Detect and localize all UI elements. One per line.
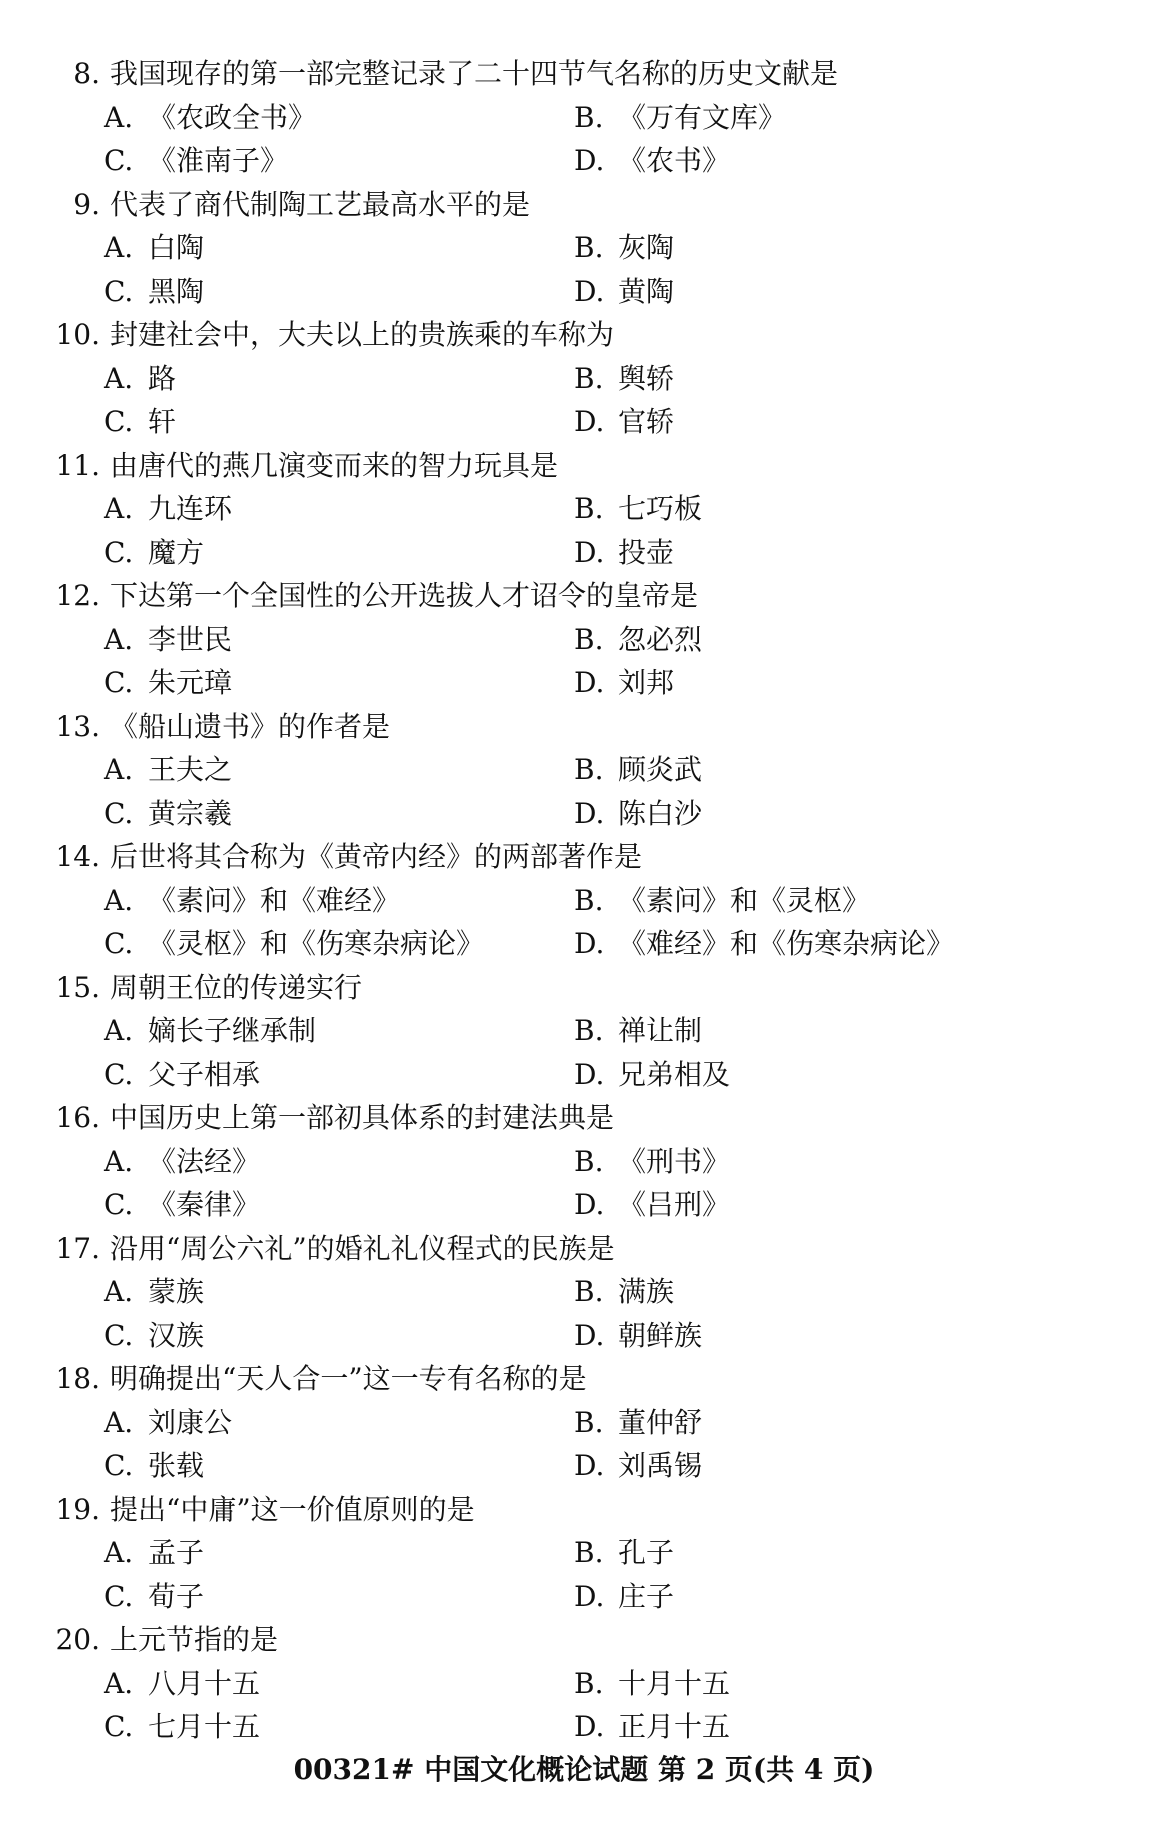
answer-option [104,1401,574,1445]
option-label: D. [574,1449,605,1482]
option-text: 八月十五 [148,1666,261,1700]
option-text: 陈白沙 [618,796,703,830]
question-number: 20. [55,1623,100,1656]
option-text: 刘邦 [618,666,675,699]
option-row [42,1401,1122,1445]
question-item [42,52,1122,183]
option-text: 《农书》 [618,144,731,177]
option-label: B. [574,1144,604,1178]
answer-option [574,922,1044,966]
question-text: 下达第一个全国性的公开选拔人才诏令的皇帝是 [110,579,699,612]
question-number: 18. [55,1362,100,1395]
answer-option [104,1140,574,1184]
question-item [42,313,1122,444]
answer-option [104,792,574,836]
option-label: C. [104,1188,134,1221]
option-text: 荀子 [148,1579,205,1613]
answer-option [104,357,574,401]
option-text: 汉族 [148,1318,205,1352]
option-label: D. [574,666,605,699]
answer-option [104,922,574,966]
question-list [42,52,1122,1749]
answer-option [574,96,1044,140]
question-item [42,966,1122,1097]
answer-option [574,618,1044,662]
option-label: C. [104,1710,134,1743]
question-number: 15. [55,970,100,1004]
answer-option [574,1444,1044,1488]
question-item [42,705,1122,836]
option-label: D. [574,927,605,960]
option-text: 《难经》和《伤寒杂病论》 [618,927,955,960]
answer-option [574,1705,1044,1749]
answer-option [104,1531,574,1575]
option-label: C. [104,1449,134,1482]
option-label: A. [104,100,134,134]
option-label: A. [104,1666,134,1700]
option-text: 轩 [148,405,177,438]
option-row [42,1009,1122,1053]
option-label: A. [104,883,134,917]
answer-option [574,139,1044,183]
question-item [42,835,1122,966]
option-text: 路 [148,361,177,395]
answer-option [104,1270,574,1314]
question-stem [42,1096,1122,1140]
option-text: 张载 [148,1449,205,1482]
option-label: C. [104,666,134,699]
option-row [42,1662,1122,1706]
option-text: 官轿 [618,405,675,438]
question-item [42,1357,1122,1488]
question-item [42,1618,1122,1749]
question-text: 中国历史上第一部初具体系的封建法典是 [110,1101,615,1134]
answer-option [104,1009,574,1053]
answer-option [574,531,1044,575]
question-text: 《船山遗书》的作者是 [110,709,391,743]
answer-option [104,1183,574,1227]
question-stem [42,966,1122,1010]
option-text: 董仲舒 [618,1405,703,1439]
question-stem [42,444,1122,488]
answer-option [104,400,574,444]
answer-option [574,1531,1044,1575]
option-row [42,270,1122,314]
question-stem [42,183,1122,227]
answer-option [574,1314,1044,1358]
option-row [42,531,1122,575]
option-row [42,1053,1122,1097]
option-row [42,879,1122,923]
answer-option [574,1662,1044,1706]
question-number: 16. [55,1101,100,1134]
question-number: 17. [55,1231,100,1265]
option-row [42,400,1122,444]
option-label: A. [104,622,134,656]
option-label: D. [574,796,605,830]
option-label: A. [104,753,134,786]
answer-option [104,139,574,183]
question-stem [42,1488,1122,1532]
question-stem [42,835,1122,879]
question-text: 沿用“周公六礼”的婚礼礼仪程式的民族是 [110,1231,615,1265]
option-text: 《素问》和《灵枢》 [618,883,871,917]
option-label: C. [104,535,134,569]
page-footer: 00321# 中国文化概论试题 第 2 页(共 4 页) [293,1753,875,1786]
option-row [42,226,1122,270]
answer-option [104,1444,574,1488]
option-text: 七巧板 [618,492,703,525]
question-number: 13. [55,709,100,743]
option-label: C. [104,796,134,830]
answer-option [574,1575,1044,1619]
option-text: 王夫之 [148,753,233,786]
option-text: 舆轿 [618,361,675,395]
option-text: 嫡长子继承制 [148,1014,317,1047]
option-label: C. [104,927,134,960]
question-number: 8. [73,57,100,90]
answer-option [104,618,574,662]
option-label: D. [574,405,605,438]
option-text: 白陶 [148,231,205,264]
question-item [42,183,1122,314]
option-text: 禅让制 [618,1014,703,1047]
option-text: 父子相承 [148,1057,261,1091]
option-text: 李世民 [148,622,233,656]
option-row [42,1575,1122,1619]
answer-option [574,226,1044,270]
option-row [42,1314,1122,1358]
question-stem [42,705,1122,749]
question-stem [42,1618,1122,1662]
option-row [42,357,1122,401]
option-row [42,139,1122,183]
option-label: D. [574,535,605,569]
option-label: C. [104,1057,134,1091]
option-text: 七月十五 [148,1710,261,1743]
question-number: 9. [73,187,100,221]
option-label: A. [104,1405,134,1439]
option-row [42,1270,1122,1314]
option-text: 庄子 [618,1579,675,1613]
option-label: A. [104,1536,134,1569]
answer-option [104,661,574,705]
answer-option [574,270,1044,314]
option-text: 孟子 [148,1536,205,1569]
answer-option [574,487,1044,531]
option-label: B. [574,1275,604,1308]
question-stem [42,52,1122,96]
question-number: 19. [55,1492,100,1526]
option-text: 兄弟相及 [618,1057,731,1091]
question-text: 后世将其合称为《黄帝内经》的两部著作是 [110,840,643,873]
question-text: 封建社会中，大夫以上的贵族乘的车称为 [110,318,615,351]
option-label: D. [574,1579,605,1613]
option-text: 孔子 [618,1536,675,1569]
option-text: 魔方 [148,535,205,569]
answer-option [574,879,1044,923]
option-text: 蒙族 [148,1275,205,1308]
option-label: D. [574,274,605,308]
option-row [42,618,1122,662]
option-text: 十月十五 [618,1666,731,1700]
answer-option [574,1183,1044,1227]
question-item [42,1227,1122,1358]
answer-option [574,661,1044,705]
option-text: 忽必烈 [618,622,703,656]
option-label: A. [104,231,134,264]
option-label: C. [104,144,134,177]
option-label: C. [104,1579,134,1613]
question-stem [42,313,1122,357]
option-text: 《刑书》 [618,1144,731,1178]
option-row [42,922,1122,966]
option-text: 《灵枢》和《伤寒杂病论》 [148,927,485,960]
answer-option [574,1270,1044,1314]
answer-option [574,1053,1044,1097]
answer-option [104,487,574,531]
option-row [42,1531,1122,1575]
answer-option [104,226,574,270]
question-number: 12. [55,579,100,612]
option-label: B. [574,753,604,786]
option-text: 《吕刑》 [618,1188,731,1221]
option-text: 《万有文库》 [618,100,787,134]
option-label: B. [574,231,604,264]
option-label: B. [574,883,604,917]
option-label: B. [574,1666,604,1700]
question-stem [42,1227,1122,1271]
option-row [42,661,1122,705]
answer-option [104,1705,574,1749]
question-text: 提出“中庸”这一价值原则的是 [110,1492,475,1526]
question-stem [42,1357,1122,1401]
option-label: B. [574,361,604,395]
option-label: B. [574,492,604,525]
option-label: C. [104,1318,134,1352]
question-stem [42,574,1122,618]
option-label: A. [104,1014,134,1047]
answer-option [104,1662,574,1706]
option-label: D. [574,1057,605,1091]
answer-option [104,748,574,792]
option-row [42,1444,1122,1488]
answer-option [104,1314,574,1358]
question-number: 10. [55,318,100,351]
answer-option [574,1140,1044,1184]
option-text: 朝鲜族 [618,1318,703,1352]
option-text: 顾炎武 [618,753,703,786]
option-text: 《法经》 [148,1144,261,1178]
answer-option [104,1053,574,1097]
question-number: 14. [55,840,100,873]
option-row [42,96,1122,140]
option-label: A. [104,1144,134,1178]
option-text: 投壶 [618,535,675,569]
option-label: B. [574,1536,604,1569]
option-label: D. [574,1188,605,1221]
option-text: 正月十五 [618,1710,731,1743]
option-text: 《农政全书》 [148,100,317,134]
option-row [42,792,1122,836]
question-text: 明确提出“天人合一”这一专有名称的是 [110,1362,587,1395]
question-item [42,1488,1122,1619]
question-text: 代表了商代制陶工艺最高水平的是 [110,187,531,221]
option-text: 灰陶 [618,231,675,264]
question-number: 11. [55,448,100,482]
option-text: 黄陶 [618,274,675,308]
answer-option [104,531,574,575]
answer-option [574,1009,1044,1053]
question-item [42,444,1122,575]
question-item [42,574,1122,705]
option-text: 刘禹锡 [618,1449,703,1482]
option-text: 《淮南子》 [148,144,289,177]
question-item [42,1096,1122,1227]
option-row [42,1705,1122,1749]
option-label: B. [574,1405,604,1439]
option-label: C. [104,405,134,438]
answer-option [574,357,1044,401]
question-text: 由唐代的燕几演变而来的智力玩具是 [110,448,559,482]
option-row [42,487,1122,531]
option-text: 朱元璋 [148,666,233,699]
option-text: 黄宗羲 [148,796,233,830]
option-label: A. [104,361,134,395]
answer-option [574,400,1044,444]
question-text: 周朝王位的传递实行 [110,970,363,1004]
option-row [42,1140,1122,1184]
question-text: 上元节指的是 [110,1623,279,1656]
option-label: B. [574,1014,604,1047]
option-label: A. [104,1275,134,1308]
option-label: B. [574,622,604,656]
option-text: 刘康公 [148,1405,233,1439]
option-text: 黑陶 [148,274,205,308]
option-label: C. [104,274,134,308]
answer-option [104,879,574,923]
option-label: D. [574,1710,605,1743]
answer-option [574,748,1044,792]
option-text: 《素问》和《难经》 [148,883,401,917]
option-row [42,1183,1122,1227]
answer-option [574,1401,1044,1445]
option-text: 九连环 [148,492,233,525]
question-text: 我国现存的第一部完整记录了二十四节气名称的历史文献是 [110,57,839,90]
answer-option [104,270,574,314]
answer-option [104,1575,574,1619]
option-text: 满族 [618,1275,675,1308]
option-row [42,748,1122,792]
option-label: A. [104,492,134,525]
answer-option [574,792,1044,836]
answer-option [104,96,574,140]
option-text: 《秦律》 [148,1188,261,1221]
option-label: D. [574,1318,605,1352]
option-label: D. [574,144,605,177]
option-label: B. [574,100,604,134]
